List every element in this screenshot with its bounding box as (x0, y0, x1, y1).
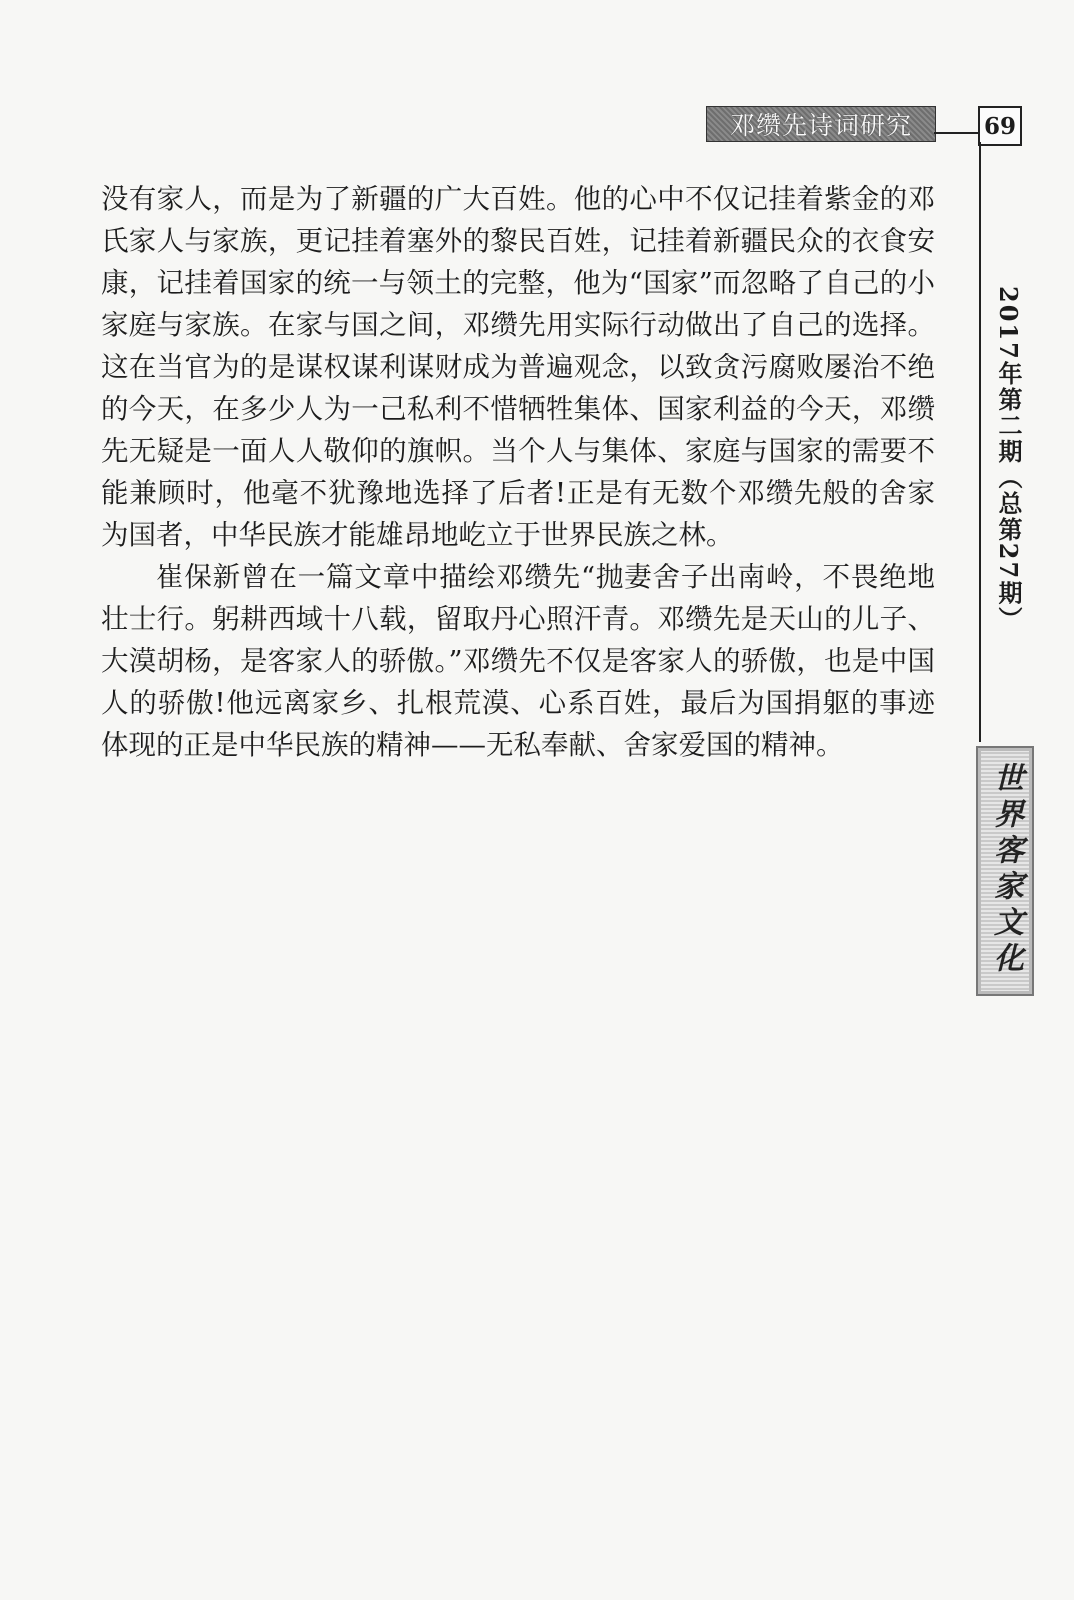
journal-logo-text: 世界客家文化 (988, 762, 1023, 978)
side-rule (979, 142, 981, 742)
article-body (101, 178, 935, 766)
page-number: 69 (983, 112, 1016, 140)
header-banner (706, 106, 936, 142)
issue-label: 2017年第二期（总第27期） (994, 286, 1023, 633)
header-rule (934, 132, 978, 134)
page-number-box (978, 106, 1022, 146)
section-title: 邓缵先诗词研究 (729, 111, 912, 140)
paragraph: 崔保新曾在一篇文章中描绘邓缵先“抛妻舍子出南岭，不畏绝地壮士行。躬耕西域十八载，留取丹心照汗青。邓缵先是天山的儿子、大漠胡杨，是客家人的骄傲。”邓缵先不仅是客家人的骄傲，也是中国人的骄傲!他远离家乡、扎根荒漠、心系百姓，最后为国捐躯的事迹体现的正是中华民族的精神——无私奉献、舍家爱国的精神。 (101, 561, 935, 761)
journal-logo (976, 746, 1034, 996)
paragraph: 没有家人，而是为了新疆的广大百姓。他的心中不仅记挂着紫金的邓氏家人与家族，更记挂着塞外的黎民百姓，记挂着新疆民众的衣食安康，记挂着国家的统一与领土的完整，他为“国家”而忽略了自己的小家庭与家族。在家与国之间，邓缵先用实际行动做出了自己的选择。这在当官为的是谋权谋利谋财成为普遍观念，以致贪污腐败屡治不绝的今天，在多少人为一己私利不惜牺牲集体、国家利益的今天，邓缵先无疑是一面人人敬仰的旗帜。当个人与集体、家庭与国家的需要不能兼顾时，他毫不犹豫地选择了后者!正是有无数个邓缵先般的舍家为国者，中华民族才能雄昂地屹立于世界民族之林。 (101, 183, 935, 551)
